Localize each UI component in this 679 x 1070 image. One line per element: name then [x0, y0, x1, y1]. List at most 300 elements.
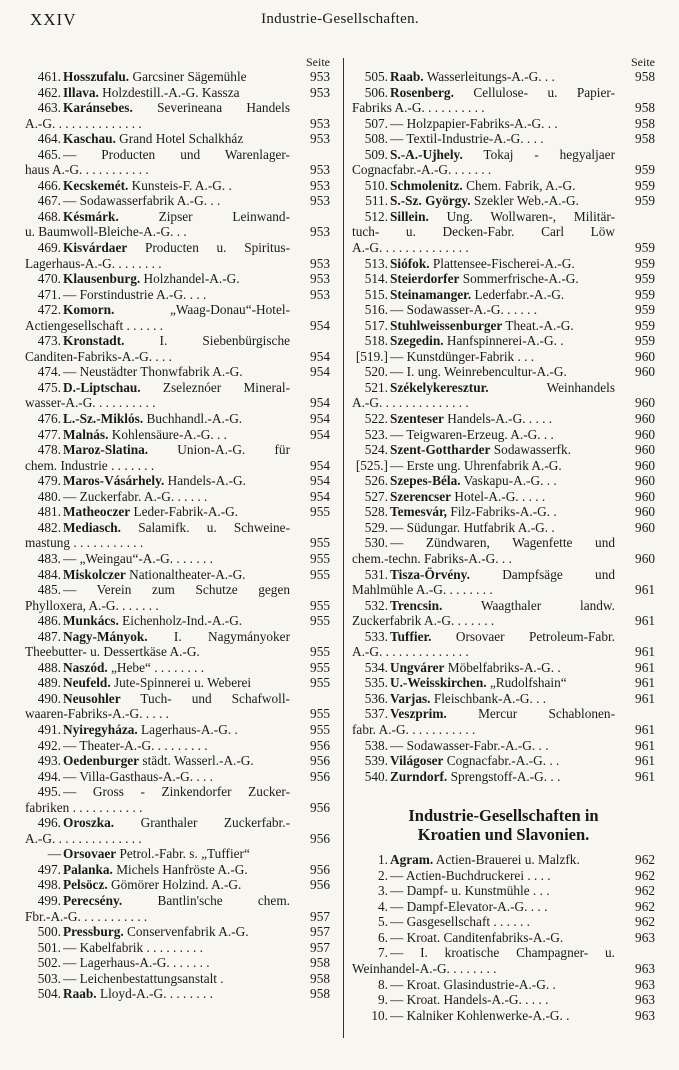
entry-text: „Hebe“ . . . . . . . .: [107, 659, 205, 675]
entry-place: Kaschau.: [63, 131, 116, 147]
entry-page: 963: [635, 1007, 655, 1023]
index-entry: [352, 209, 655, 256]
entry-text: Zipser Leinwand-: [118, 208, 290, 224]
entry-line: [390, 691, 615, 707]
entry-line: [25, 116, 290, 132]
entry-text: Möbelfabriks-A.-G. .: [444, 659, 561, 675]
entry-text: Fbr.-A.-G. . . . . . . . . . .: [25, 908, 148, 924]
entry-place: D.-Liptschau.: [63, 379, 141, 395]
entry-number: 514.: [364, 271, 388, 287]
index-entry: [25, 240, 330, 271]
index-entry: [25, 815, 330, 846]
index-entry: [25, 877, 330, 893]
entry-text: Producten u. Spiritus-: [127, 240, 290, 256]
entry-line: [390, 349, 615, 365]
page-number: XXIV: [30, 10, 77, 29]
entry-text: — Forstindustrie A.-G. . . .: [63, 286, 207, 302]
entry-line: [390, 302, 615, 318]
index-entry: [352, 442, 655, 458]
page-header: [30, 10, 650, 32]
entry-page: 959: [635, 317, 655, 333]
index-entry: [25, 520, 330, 551]
entry-text: Granthaler Zuckerfabr.-: [114, 815, 290, 831]
entry-line: [63, 551, 290, 567]
index-entry: [25, 504, 330, 520]
column-divider: [343, 58, 344, 1038]
entry-line: [63, 567, 290, 583]
entry-number: 521.: [364, 379, 388, 395]
entry-text: fabriken . . . . . . . . . . .: [25, 799, 143, 815]
index-entry: [25, 722, 330, 738]
entry-line: [63, 660, 290, 676]
entry-text: Mahlmühle A.-G. . . . . . . .: [352, 582, 493, 598]
entry-line: [63, 924, 290, 940]
index-entry: [352, 1008, 655, 1024]
entry-text: Michels Hanfröste A.-G.: [112, 861, 248, 877]
entry-number: 518.: [364, 333, 388, 349]
entry-number: 520.: [364, 364, 388, 380]
entry-page: 954: [310, 473, 330, 489]
entry-line: [63, 971, 290, 987]
index-entry: [352, 706, 655, 737]
entry-number: 7.: [378, 945, 388, 961]
index-entry: [25, 691, 330, 722]
entry-line: [390, 520, 615, 536]
index-entry: [25, 302, 330, 333]
entry-number: 498.: [37, 877, 61, 893]
entry-text: Weinhandels: [488, 379, 615, 395]
entry-line: [390, 318, 615, 334]
entry-text: „Waag-Donau“-Hotel-: [114, 302, 290, 318]
entry-number: 499.: [37, 892, 61, 908]
entry-text: fabr. A.-G. . . . . . . . . . .: [352, 721, 476, 737]
entry-text: Tokaj - hegyaljaer: [462, 146, 615, 162]
index-entry: [352, 629, 655, 660]
entry-line: [352, 240, 615, 256]
entry-page: 961: [635, 613, 655, 629]
entry-page: 961: [635, 768, 655, 784]
entry-text: A.-G. . . . . . . . . . . . . .: [352, 644, 469, 660]
entry-line: [63, 489, 290, 505]
entry-place: Pressburg.: [63, 924, 124, 940]
entry-number: 477.: [37, 426, 61, 442]
entry-text: Actiengesellschaft . . . . . .: [25, 317, 164, 333]
index-entry: [352, 753, 655, 769]
entry-text: Canditen-Fabriks-A.-G. . . .: [25, 348, 172, 364]
entry-text: Sodawasserfk.: [490, 442, 571, 458]
entry-page: 958: [310, 970, 330, 986]
entry-page: 959: [635, 177, 655, 193]
entry-number: 475.: [37, 379, 61, 395]
entry-line: [63, 473, 290, 489]
entry-line: [63, 846, 290, 862]
entry-line: [390, 675, 615, 691]
entry-page: 955: [310, 535, 330, 551]
entry-line: [390, 364, 615, 380]
entry-line: [390, 852, 615, 868]
index-entry: [25, 271, 330, 287]
entry-text: Orsovaer Petroleum-Fabr.: [431, 628, 615, 644]
entry-line: [63, 691, 290, 707]
entry-line: [63, 504, 290, 520]
entry-text: Actien-Brauerei u. Malzfk.: [433, 852, 580, 868]
entry-text: chem.-techn. Fabriks-A.-G. . .: [352, 550, 512, 566]
entry-number: 512.: [364, 208, 388, 224]
entry-line: [390, 504, 615, 520]
entry-line: [390, 769, 615, 785]
entry-text: Weinhandel-A.-G. . . . . . . .: [352, 960, 497, 976]
index-entry: [25, 769, 330, 785]
entry-page: 957: [310, 924, 330, 940]
entry-text: Waagthaler landw.: [442, 597, 615, 613]
entry-number: 488.: [37, 659, 61, 675]
entry-text: Union-A.-G. für: [148, 442, 290, 458]
entry-number: 487.: [37, 628, 61, 644]
entry-line: [63, 193, 290, 209]
entry-page: 953: [310, 224, 330, 240]
section-entry-list: [352, 852, 655, 1023]
entry-line: [352, 100, 615, 116]
entry-text: Chem. Fabrik, A.-G.: [462, 177, 576, 193]
entry-line: [63, 302, 290, 318]
entry-page: 959: [635, 193, 655, 209]
entry-line: [63, 955, 290, 971]
entry-page: 956: [310, 737, 330, 753]
entry-text: — Kroat. Handels-A.-G. . . . .: [390, 992, 549, 1008]
entry-number: [519.]: [355, 348, 388, 364]
right-column: [352, 56, 655, 1023]
entry-place: Varjas.: [390, 690, 431, 706]
entry-line: [25, 598, 290, 614]
entry-place: Raab.: [63, 986, 97, 1002]
entry-page: 963: [635, 992, 655, 1008]
entry-text: — I. kroatische Champagner- u.: [390, 945, 615, 961]
seite-label: Seite: [306, 55, 330, 69]
entry-line: [63, 364, 290, 380]
index-entry: [25, 100, 330, 131]
entry-page: 959: [635, 255, 655, 271]
entry-line: [390, 753, 615, 769]
entry-number: 503.: [37, 970, 61, 986]
entry-text: — Kroat. Canditenfabriks-A.-G.: [390, 929, 564, 945]
entry-place: Maros-Vásárhely.: [63, 473, 165, 489]
entry-text: — Theater-A.-G. . . . . . . . .: [63, 737, 208, 753]
entry-text: Handels-A.-G. . . . .: [443, 411, 553, 427]
entry-text: Cognacfabr.-A.-G. . . . . . .: [352, 162, 492, 178]
entry-text: Hanfspinnerei-A.-G. .: [443, 333, 564, 349]
entry-place: Szegedin.: [390, 333, 444, 349]
index-entry: [352, 69, 655, 85]
entry-number: 466.: [37, 177, 61, 193]
entry-line: [63, 209, 290, 225]
entry-line: [352, 582, 615, 598]
entry-page: 955: [310, 550, 330, 566]
entry-text: Mercur Schablonen-: [446, 706, 615, 722]
entry-place: Munkács.: [63, 613, 119, 629]
entry-text: — Dampf-Elevator-A.-G. . . .: [390, 898, 548, 914]
entry-text: — Verein zum Schutze gegen: [63, 582, 290, 598]
entry-line: [352, 551, 615, 567]
entry-number: 464.: [37, 131, 61, 147]
index-entry: [25, 971, 330, 987]
entry-place: Steierdorfer: [390, 271, 460, 287]
entry-line: [63, 815, 290, 831]
entry-line: [390, 458, 615, 474]
entry-number: 507.: [364, 115, 388, 131]
entry-line: [63, 131, 290, 147]
entry-line: [390, 567, 615, 583]
index-entry: [25, 364, 330, 380]
entry-place: S.-Sz. György.: [390, 193, 471, 209]
entry-text: A.-G. . . . . . . . . . . . . .: [352, 395, 469, 411]
entry-text: Ung. Wollwaren-, Militär-: [428, 208, 615, 224]
index-entry: [352, 691, 655, 707]
entry-number: 480.: [37, 488, 61, 504]
entry-page: 957: [310, 908, 330, 924]
entry-number: 528.: [364, 504, 388, 520]
entry-text: Nationaltheater-A.-G.: [125, 566, 246, 582]
entry-line: [63, 986, 290, 1002]
entry-page: 953: [310, 131, 330, 147]
entry-line: [25, 458, 290, 474]
entry-page: 956: [310, 861, 330, 877]
entry-text: Lederfabr.-A.-G.: [471, 286, 565, 302]
index-entry: [25, 955, 330, 971]
entry-page: 956: [310, 768, 330, 784]
entry-text: Sommerfrische-A.-G.: [459, 271, 579, 287]
entry-place: Rosenberg.: [390, 84, 454, 100]
entry-number: 504.: [37, 986, 61, 1002]
entry-page: 953: [310, 193, 330, 209]
entry-number: 509.: [364, 146, 388, 162]
entry-page: 961: [635, 690, 655, 706]
index-entry: [352, 738, 655, 754]
entry-line: [390, 85, 615, 101]
entry-number: 501.: [37, 939, 61, 955]
entry-page: 960: [635, 426, 655, 442]
entry-page: 956: [310, 877, 330, 893]
entry-place: Malnás.: [63, 426, 109, 442]
entry-line: [390, 131, 615, 147]
entry-page: 958: [635, 69, 655, 84]
entry-place: Perecsény.: [63, 892, 123, 908]
entry-line: [390, 930, 615, 946]
entry-number: 536.: [364, 690, 388, 706]
entry-text: — Actien-Buchdruckerei . . . .: [390, 867, 551, 883]
entry-number: 523.: [364, 426, 388, 442]
entry-line: [390, 271, 615, 287]
entry-number: 8.: [378, 976, 388, 992]
entry-place: Oroszka.: [63, 815, 115, 831]
index-entry: [352, 256, 655, 272]
index-entry: [352, 116, 655, 132]
entry-text: A.-G. . . . . . . . . . . . . .: [25, 830, 142, 846]
index-entry: [352, 178, 655, 194]
entry-number: 479.: [37, 473, 61, 489]
entry-line: [63, 85, 290, 101]
entry-place: Sillein.: [390, 208, 429, 224]
entry-place: Neusohler: [63, 690, 121, 706]
entry-number: 483.: [37, 550, 61, 566]
section-title-line: Industrie-Gesellschaften in: [408, 806, 599, 826]
entry-place: Miskolczer: [63, 566, 126, 582]
index-entry: [352, 852, 655, 868]
entry-number: 540.: [364, 768, 388, 784]
entry-page: 953: [310, 69, 330, 84]
entry-text: Cellulose- u. Papier-: [453, 84, 615, 100]
index-entry: [25, 846, 330, 862]
entry-place: Komorn.: [63, 302, 115, 318]
entry-place: Szerencser: [390, 488, 452, 504]
entry-number: 511.: [365, 193, 388, 209]
entry-place: Karánsebes.: [63, 100, 133, 116]
entry-line: [63, 178, 290, 194]
entry-number: 538.: [364, 737, 388, 753]
entry-text: — Lagerhaus-A.-G. . . . . . .: [63, 955, 210, 971]
index-entry: [25, 629, 330, 660]
index-entry: [352, 364, 655, 380]
entry-line: [390, 209, 615, 225]
entry-text: haus A.-G. . . . . . . . . . .: [25, 162, 149, 178]
entry-number: [525.]: [355, 457, 388, 473]
entry-number: 502.: [37, 955, 61, 971]
entry-number: —: [47, 846, 61, 862]
entry-page: 955: [310, 597, 330, 613]
entry-number: 9.: [378, 992, 388, 1008]
entry-place: Szenteser: [390, 411, 444, 427]
entry-page: 960: [635, 504, 655, 520]
entry-text: Zuckerfabrik A.-G. . . . . . .: [352, 613, 495, 629]
entry-number: 469.: [37, 240, 61, 256]
entry-text: Phylloxera, A.-G. . . . . . .: [25, 597, 159, 613]
entry-text: mastung . . . . . . . . . . .: [25, 535, 144, 551]
entry-number: 534.: [364, 659, 388, 675]
entry-number: 461.: [37, 69, 61, 84]
entry-number: 465.: [37, 146, 61, 162]
entry-page: 953: [310, 84, 330, 100]
entry-text: Vaskapu-A.-G. . .: [460, 473, 557, 489]
entry-number: 2.: [378, 867, 388, 883]
entry-text: — Südungar. Hutfabrik A.-G. .: [390, 519, 555, 535]
index-entry: [352, 349, 655, 365]
entry-page: 953: [310, 162, 330, 178]
entry-page: 954: [310, 411, 330, 427]
entry-text: — Leichenbestattungsanstalt .: [63, 970, 224, 986]
entry-number: 3.: [378, 883, 388, 899]
entry-text: Fleischbank-A.-G. . .: [430, 690, 547, 706]
entry-text: Petrol.-Fabr. s. „Tuffier“: [116, 846, 250, 862]
entry-text: Dampfsäge und: [469, 566, 615, 582]
entry-line: [390, 899, 615, 915]
entry-place: Tisza-Örvény.: [390, 566, 470, 582]
entry-place: Nagy-Mányok.: [63, 628, 148, 644]
index-entry: [25, 193, 330, 209]
entry-place: Oedenburger: [63, 753, 140, 769]
entry-page: 954: [310, 457, 330, 473]
entry-place: Siófok.: [390, 255, 430, 271]
entry-line: [25, 909, 290, 925]
index-entry: [25, 613, 330, 629]
entry-place: Klausenburg.: [63, 271, 141, 287]
entry-line: [63, 333, 290, 349]
entry-number: 493.: [37, 753, 61, 769]
entry-page: 960: [635, 348, 655, 364]
entry-list: [352, 69, 655, 784]
index-entry: [25, 784, 330, 815]
entry-text: Kunsteis-F. A.-G. .: [128, 177, 232, 193]
entry-text: Lloyd-A.-G. . . . . . . .: [96, 986, 213, 1002]
entry-text: Tuch- und Schafwoll-: [120, 690, 290, 706]
entry-page: 954: [310, 317, 330, 333]
entry-page: 955: [310, 566, 330, 582]
entry-line: [63, 147, 290, 163]
entry-page: 959: [635, 271, 655, 287]
entry-line: [63, 582, 290, 598]
entry-page: 957: [310, 939, 330, 955]
entry-text: Cognacfabr.-A.-G. . .: [443, 753, 560, 769]
entry-place: Szepes-Béla.: [390, 473, 461, 489]
entry-page: 961: [635, 582, 655, 598]
entry-place: Trencsin.: [390, 597, 443, 613]
index-entry: [25, 489, 330, 505]
entry-number: 533.: [364, 628, 388, 644]
entry-line: [63, 613, 290, 629]
entry-text: A.-G. . . . . . . . . . . . . .: [25, 115, 142, 131]
entry-page: 962: [635, 852, 655, 868]
index-entry: [352, 458, 655, 474]
index-entry: [25, 442, 330, 473]
entry-line: [63, 940, 290, 956]
entry-page: 959: [635, 240, 655, 256]
entry-number: 529.: [364, 519, 388, 535]
entry-line: [390, 660, 615, 676]
entry-line: [390, 427, 615, 443]
index-entry: [352, 769, 655, 785]
entry-place: Agram.: [390, 852, 434, 868]
entry-line: [25, 644, 290, 660]
entry-line: [390, 147, 615, 163]
index-entry: [25, 986, 330, 1002]
entry-text: — Kalniker Kohlenwerke-A.-G. .: [390, 1007, 570, 1023]
entry-place: Matheoczer: [63, 504, 131, 520]
entry-page: 960: [635, 364, 655, 380]
entry-page: 956: [310, 830, 330, 846]
entry-line: [63, 769, 290, 785]
entry-place: Kronstadt.: [63, 333, 125, 349]
index-entry: [352, 427, 655, 443]
entry-line: [63, 862, 290, 878]
index-entry: [352, 598, 655, 629]
entry-number: 508.: [364, 131, 388, 147]
entry-text: — Sodawasser-Fabr.-A.-G. . .: [390, 737, 549, 753]
entry-text: Holzdestill.-A.-G. Kassza: [98, 84, 240, 100]
entry-place: U.-Weisskirchen.: [390, 675, 487, 691]
entry-place: Veszprim.: [390, 706, 447, 722]
entry-text: Zseleznóer Mineral-: [140, 379, 290, 395]
index-entry: [352, 411, 655, 427]
index-entry: [352, 567, 655, 598]
entry-text: Grand Hotel Schalkház: [115, 131, 244, 147]
entry-page: 961: [635, 644, 655, 660]
entry-place: Raab.: [390, 69, 424, 84]
entry-number: 537.: [364, 706, 388, 722]
index-entry: [352, 883, 655, 899]
entry-line: [25, 831, 290, 847]
entry-page: 961: [635, 721, 655, 737]
entry-line: [390, 738, 615, 754]
entry-place: Székelykeresztur.: [390, 379, 489, 395]
entry-place: Neufeld.: [63, 675, 111, 691]
